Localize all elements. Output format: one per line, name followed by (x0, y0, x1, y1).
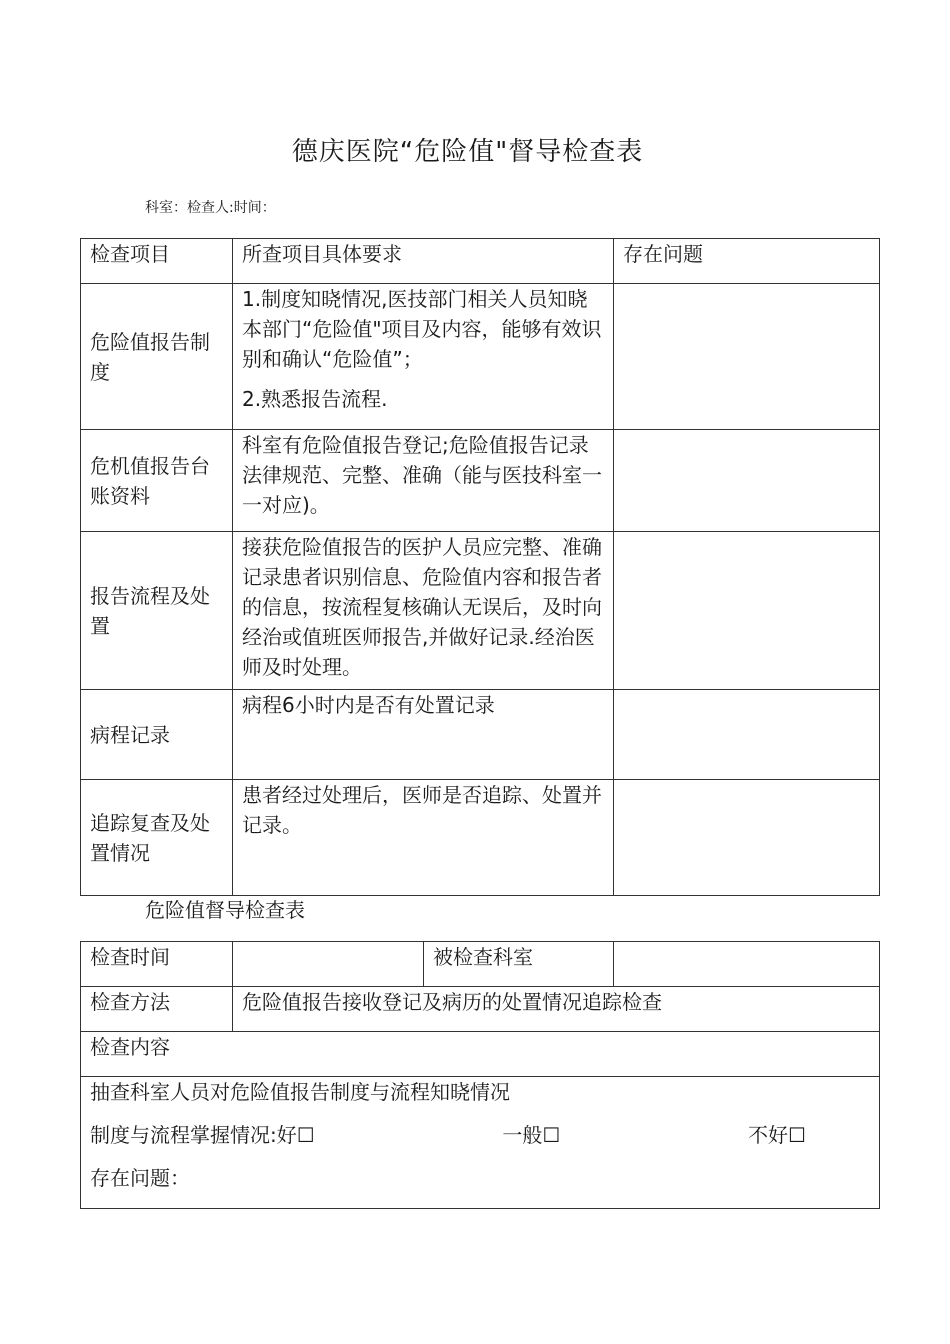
row-item: 病程记录 (81, 690, 233, 780)
dept-value-cell[interactable] (614, 942, 880, 987)
option-bad-checkbox[interactable]: 不好☐ (748, 1123, 806, 1147)
row-item: 追踪复查及处置情况 (81, 780, 233, 896)
sample-line: 抽查科室人员对危险值报告制度与流程知晓情况 (90, 1080, 510, 1104)
table-row (81, 1032, 880, 1077)
header-item: 检查项目 (81, 239, 233, 284)
table-row (81, 987, 880, 1032)
header-requirement: 所查项目具体要求 (233, 239, 614, 284)
requirement-line: 1.制度知晓情况,医技部门相关人员知晓本部门“危险值"项目及内容，能够有效识别和确认“危险值”； (242, 287, 602, 371)
content-details (81, 1077, 880, 1209)
dept-label: 被检查科室 (424, 942, 614, 987)
option-good-checkbox[interactable]: 制度与流程掌握情况:好☐ (90, 1123, 315, 1147)
row-requirement: 科室有危险值报告登记;危险值报告记录法律规范、完整、准确（能与医技科室一一对应)。 (233, 430, 614, 532)
row-item: 危险值报告制度 (81, 284, 233, 430)
row-requirement: 接获危险值报告的医护人员应完整、准确记录患者识别信息、危险值内容和报告者的信息，按流程复核确认无误后，及时向经治或值班医师报告,并做好记录.经治医师及时处理。 (233, 532, 614, 690)
table-row (81, 430, 880, 532)
method-value: 危险值报告接收登记及病历的处置情况追踪检查 (233, 987, 880, 1032)
issues-label: 存在问题： (90, 1166, 190, 1190)
method-label: 检查方法 (81, 987, 233, 1032)
row-requirement: 病程6小时内是否有处置记录 (233, 690, 614, 780)
table-row (81, 690, 880, 780)
table-header-row (81, 239, 880, 284)
row-requirement (233, 284, 614, 430)
mastery-options (90, 1120, 806, 1150)
inspection-table (80, 238, 880, 896)
header-issues: 存在问题 (614, 239, 880, 284)
option-general-checkbox[interactable]: 一般☐ (502, 1123, 561, 1147)
content-label: 检查内容 (81, 1032, 880, 1077)
supervision-table (80, 941, 880, 1209)
table-row (81, 1077, 880, 1209)
section-title: 危险值督导检查表 (145, 898, 305, 922)
row-issue-cell[interactable] (614, 780, 880, 896)
table-row (81, 284, 880, 430)
row-item: 报告流程及处置 (81, 532, 233, 690)
row-issue-cell[interactable] (614, 284, 880, 430)
requirement-line: 2.熟悉报告流程. (242, 387, 388, 411)
row-issue-cell[interactable] (614, 532, 880, 690)
row-issue-cell[interactable] (614, 430, 880, 532)
table-row (81, 780, 880, 896)
row-item: 危机值报告台账资料 (81, 430, 233, 532)
table-row (81, 942, 880, 987)
row-issue-cell[interactable] (614, 690, 880, 780)
table-row (81, 532, 880, 690)
time-value-cell[interactable] (233, 942, 424, 987)
page-title: 德庆医院“危险值"督导检查表 (291, 137, 644, 167)
meta-line: 科室：检查人:时间： (145, 200, 276, 216)
row-requirement: 患者经过处理后，医师是否追踪、处置并记录。 (233, 780, 614, 896)
time-label: 检查时间 (81, 942, 233, 987)
